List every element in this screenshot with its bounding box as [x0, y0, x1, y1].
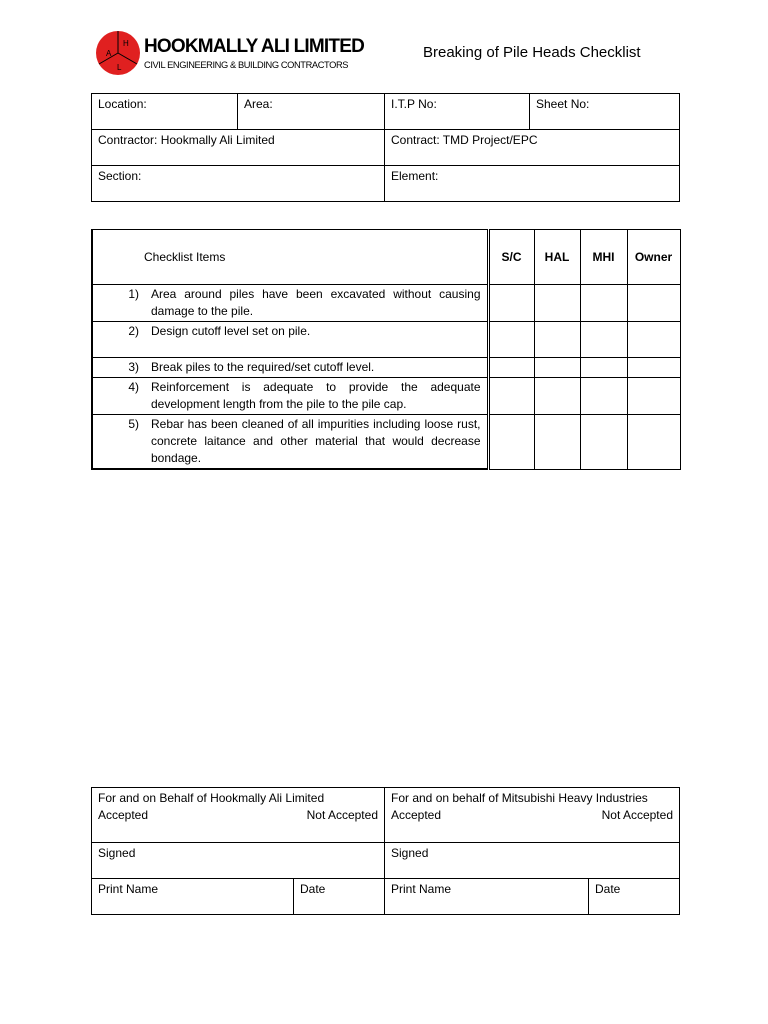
check-cell-mhi[interactable] — [580, 322, 627, 358]
checklist-table — [91, 229, 681, 470]
column-hal: HAL — [534, 230, 580, 285]
element-field[interactable]: Element: — [385, 166, 680, 202]
check-cell-sc[interactable] — [488, 378, 534, 415]
check-cell-mhi[interactable] — [580, 378, 627, 415]
mhi-date-field[interactable]: Date — [589, 879, 680, 915]
check-cell-mhi[interactable] — [580, 285, 627, 322]
hal-not-accepted-option[interactable]: Not Accepted — [306, 808, 378, 822]
hal-accepted-option[interactable]: Accepted — [98, 808, 149, 822]
item-text: Area around piles have been excavated without causing damage to the pile. — [151, 287, 481, 318]
check-cell-hal[interactable] — [534, 285, 580, 322]
itp-no-field[interactable]: I.T.P No: — [385, 94, 530, 130]
table-row — [92, 285, 680, 322]
item-text: Break piles to the required/set cutoff level. — [151, 360, 375, 374]
column-sc: S/C — [488, 230, 534, 285]
check-cell-owner[interactable] — [627, 378, 680, 415]
item-number: 2) — [128, 324, 139, 338]
check-cell-mhi[interactable] — [580, 415, 627, 470]
contractor-field[interactable]: Contractor: Hookmally Ali Limited — [92, 130, 385, 166]
svg-text:A: A — [106, 49, 112, 58]
mhi-print-name-field[interactable]: Print Name — [385, 879, 589, 915]
location-field[interactable]: Location: — [92, 94, 238, 130]
item-number: 5) — [128, 417, 139, 431]
page-title: Breaking of Pile Heads Checklist — [423, 44, 641, 61]
check-cell-sc[interactable] — [488, 415, 534, 470]
hal-logo-icon — [95, 30, 141, 76]
check-cell-hal[interactable] — [534, 415, 580, 470]
hal-print-name-field[interactable]: Print Name — [92, 879, 294, 915]
signoff-table — [91, 787, 680, 915]
check-cell-sc[interactable] — [488, 285, 534, 322]
info-table — [91, 93, 680, 202]
hal-signoff-heading: For and on Behalf of Hookmally Ali Limited — [98, 791, 325, 805]
company-name: HOOKMALLY ALI LIMITED — [144, 36, 364, 57]
table-row — [92, 358, 680, 378]
table-row — [92, 378, 680, 415]
check-cell-hal[interactable] — [534, 378, 580, 415]
hal-signed-field[interactable]: Signed — [92, 843, 385, 879]
check-cell-owner[interactable] — [627, 358, 680, 378]
company-tagline: CIVIL ENGINEERING & BUILDING CONTRACTORS — [144, 60, 349, 70]
company-logo — [95, 30, 364, 78]
sheet-no-field[interactable]: Sheet No: — [530, 94, 680, 130]
check-cell-hal[interactable] — [534, 358, 580, 378]
contract-field[interactable]: Contract: TMD Project/EPC — [385, 130, 680, 166]
check-cell-owner[interactable] — [627, 285, 680, 322]
check-cell-sc[interactable] — [488, 322, 534, 358]
checklist-item — [92, 415, 488, 470]
checklist-item — [92, 322, 488, 358]
column-mhi: MHI — [580, 230, 627, 285]
check-cell-owner[interactable] — [627, 415, 680, 470]
checklist-item — [92, 378, 488, 415]
section-field[interactable]: Section: — [92, 166, 385, 202]
table-row — [92, 322, 680, 358]
check-cell-sc[interactable] — [488, 358, 534, 378]
item-number: 4) — [128, 380, 139, 394]
mhi-accepted-option[interactable]: Accepted — [391, 808, 442, 822]
table-row — [92, 415, 680, 470]
checklist-item — [92, 285, 488, 322]
mhi-signoff-block — [385, 788, 680, 843]
checklist-item — [92, 358, 488, 378]
item-text: Rebar has been cleaned of all impurities including loose rust, concrete laitance and other material that would decrease bondage. — [151, 417, 481, 465]
check-cell-mhi[interactable] — [580, 358, 627, 378]
hal-date-field[interactable]: Date — [294, 879, 385, 915]
item-text: Design cutoff level set on pile. — [151, 324, 311, 338]
mhi-signed-field[interactable]: Signed — [385, 843, 680, 879]
item-number: 1) — [128, 287, 139, 301]
item-number: 3) — [128, 360, 139, 374]
item-text: Reinforcement is adequate to provide the adequate development length from the pile to the pile cap. — [151, 380, 481, 411]
checklist-header: Checklist Items — [92, 230, 488, 285]
mhi-not-accepted-option[interactable]: Not Accepted — [601, 808, 673, 822]
svg-text:L: L — [117, 63, 122, 72]
column-owner: Owner — [627, 230, 680, 285]
check-cell-hal[interactable] — [534, 322, 580, 358]
mhi-signoff-heading: For and on behalf of Mitsubishi Heavy Industries — [391, 791, 648, 805]
area-field[interactable]: Area: — [238, 94, 385, 130]
hal-signoff-block — [92, 788, 385, 843]
svg-text:H: H — [123, 39, 129, 48]
check-cell-owner[interactable] — [627, 322, 680, 358]
